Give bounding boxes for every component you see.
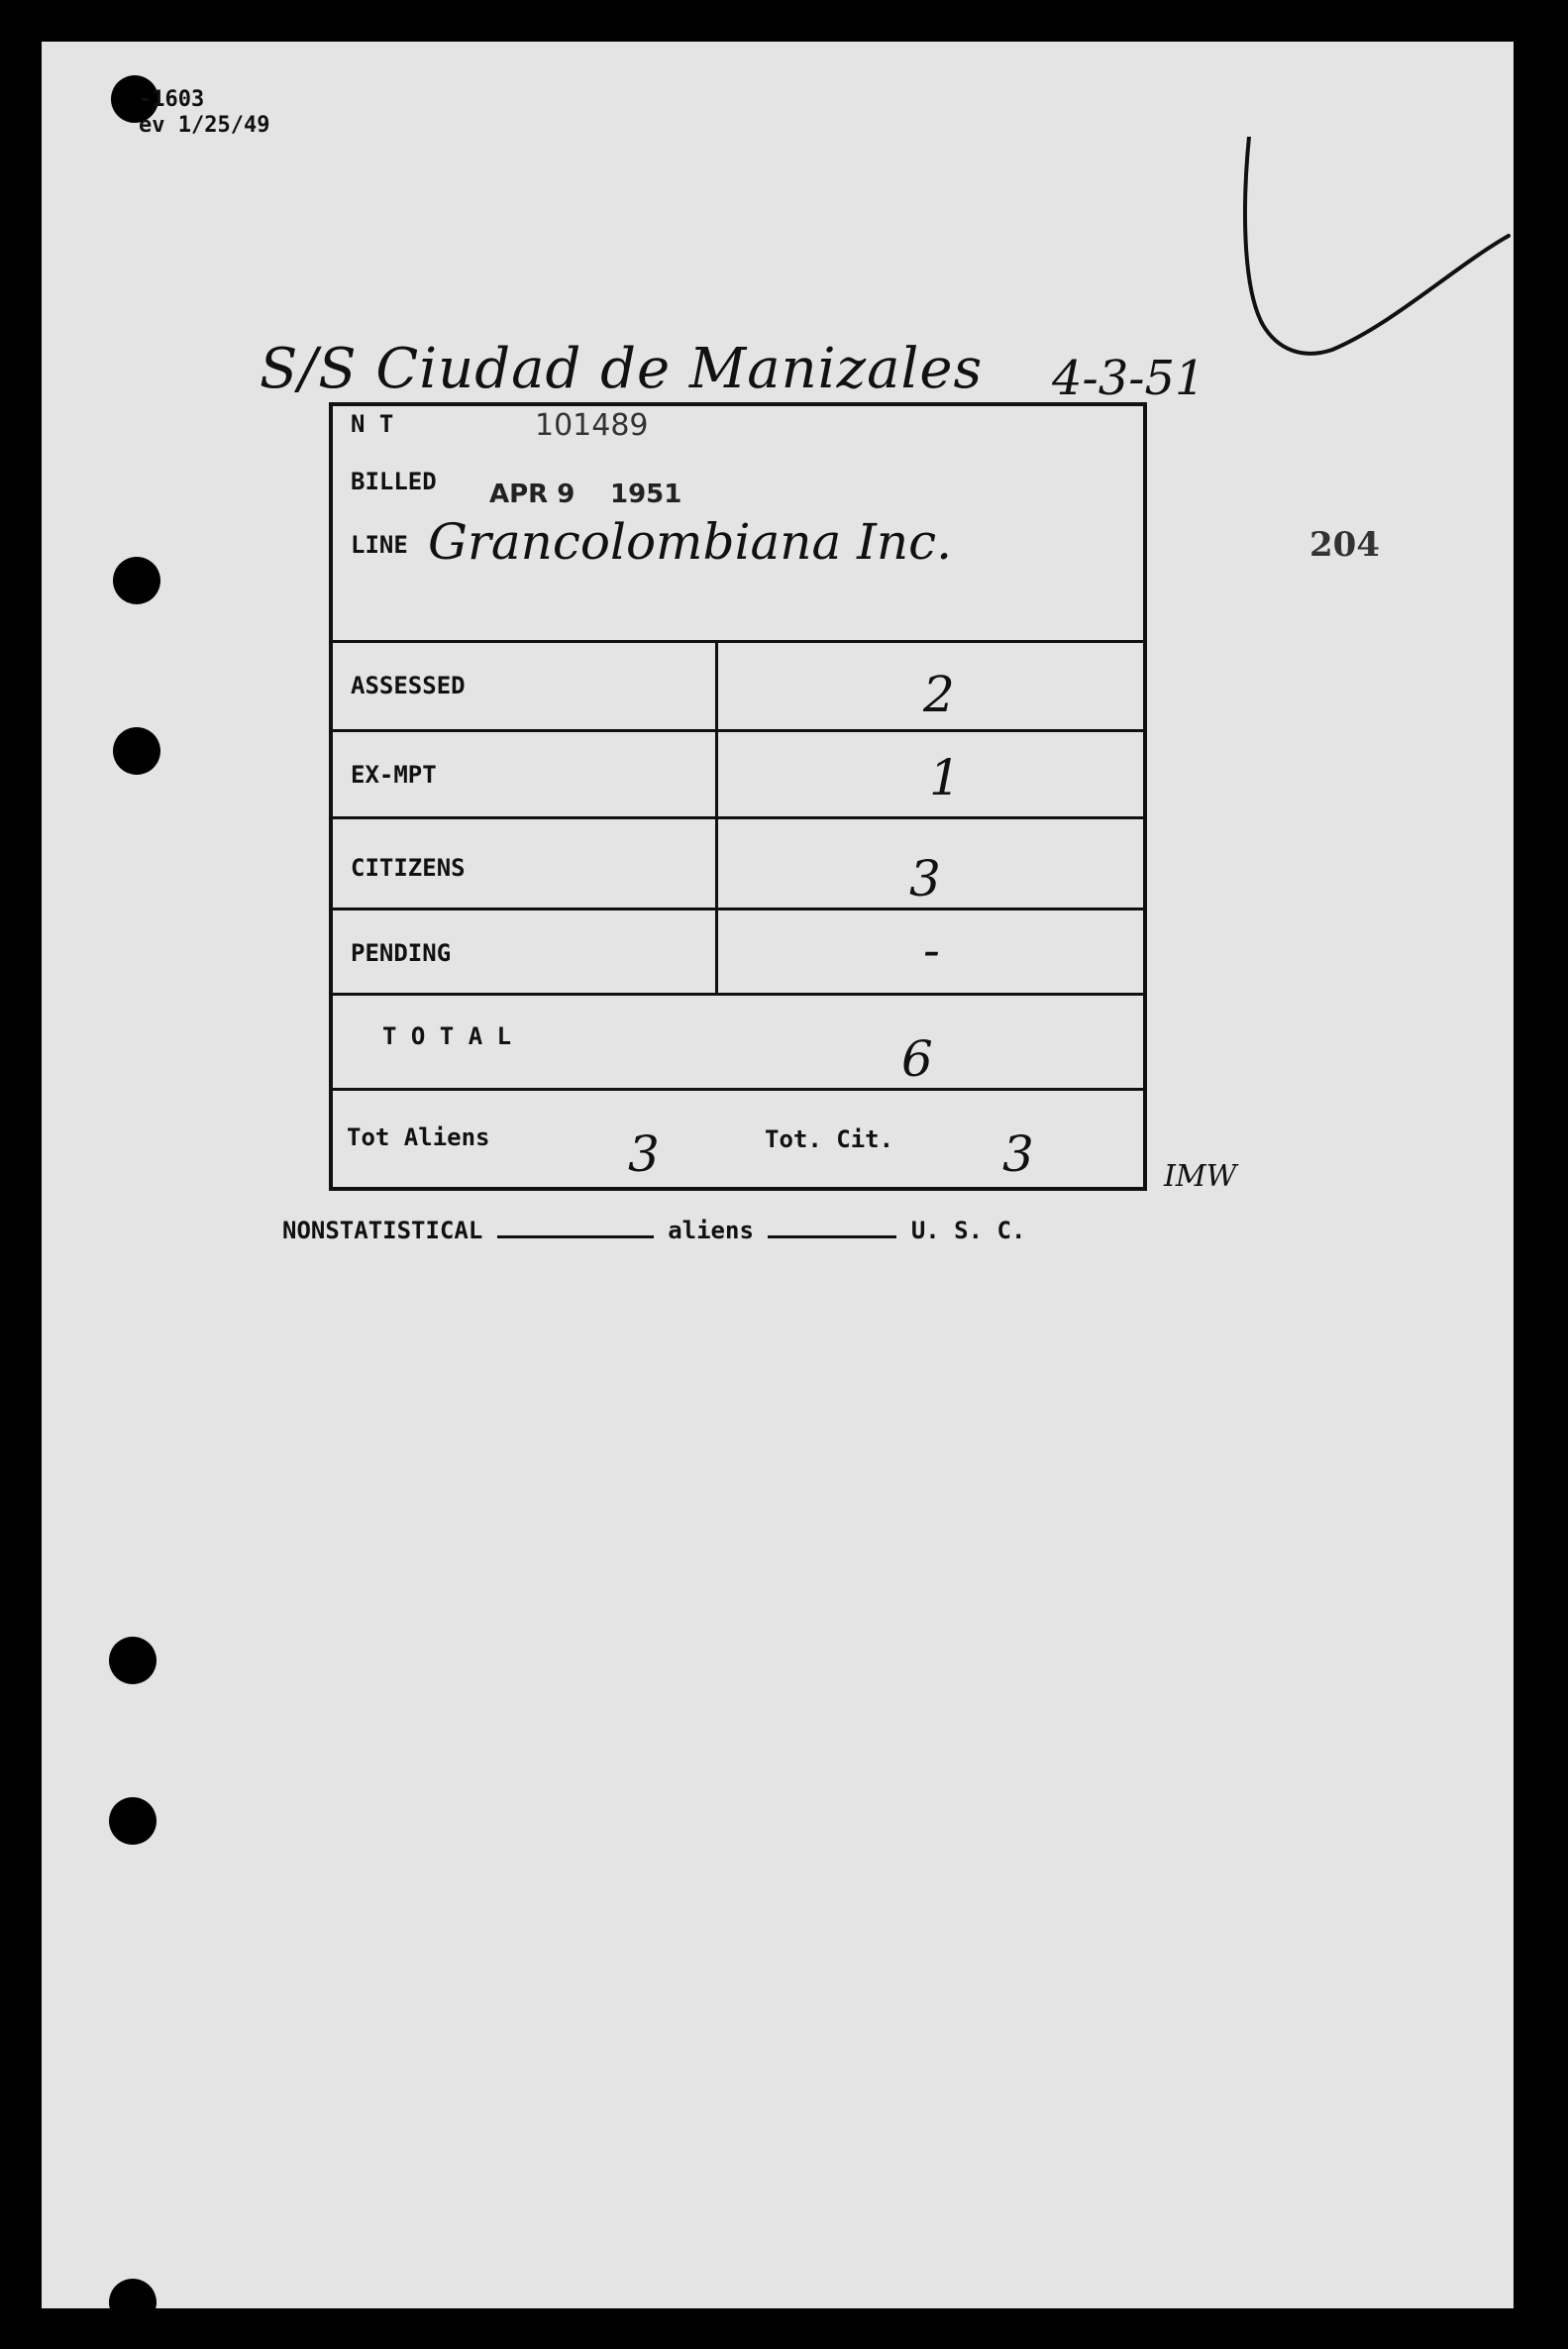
check-mark-icon (1243, 137, 1511, 374)
row-label-assessed: ASSESSED (351, 672, 466, 699)
punch-hole (109, 1637, 157, 1684)
nonstatistical-blank (497, 1235, 654, 1238)
handwritten-date: 4-3-51 (1052, 351, 1205, 406)
nonstatistical-label: NONSTATISTICAL (282, 1217, 483, 1244)
total-label: T O T A L (382, 1022, 512, 1050)
tot-aliens-label: Tot Aliens (347, 1123, 490, 1151)
punch-hole (109, 2279, 157, 2326)
row-value-exempt: 1 (929, 749, 961, 806)
tot-cit-value: 3 (1002, 1125, 1034, 1183)
line-label: LINE (351, 531, 408, 559)
manifest-form (329, 402, 1147, 1191)
nt-number: 101489 (535, 408, 649, 443)
row-label-pending: PENDING (351, 939, 452, 967)
total-value: 6 (901, 1030, 933, 1088)
row-value-assessed: 2 (923, 666, 955, 723)
nt-label: N T (351, 410, 394, 438)
row-value-citizens: 3 (909, 850, 941, 908)
tot-aliens-value: 3 (628, 1125, 660, 1183)
punch-hole (109, 1797, 157, 1845)
nonstatistical-line (282, 1217, 1025, 1244)
punch-hole (113, 727, 160, 775)
tot-cit-label: Tot. Cit. (765, 1125, 894, 1153)
row-label-exempt: EX-MPT (351, 761, 437, 789)
page-number: 204 (1309, 525, 1380, 565)
row-value-pending: - (923, 921, 940, 979)
usc-blank (768, 1235, 896, 1238)
line-value: Grancolombiana Inc. (428, 513, 953, 571)
form-code (139, 87, 269, 139)
vessel-name: S/S Ciudad de Manizales (260, 337, 984, 401)
form-number: -1603 (139, 87, 205, 112)
billed-date: APR 9 (489, 480, 575, 509)
usc-label: U. S. C. (910, 1217, 1026, 1244)
billed-year: 1951 (610, 480, 682, 509)
punch-hole (113, 557, 160, 604)
initials: IMW (1164, 1159, 1237, 1194)
row-label-citizens: CITIZENS (351, 854, 466, 882)
billed-label: BILLED (351, 468, 437, 495)
aliens-label: aliens (668, 1217, 754, 1244)
form-revision: ev 1/25/49 (139, 113, 270, 138)
